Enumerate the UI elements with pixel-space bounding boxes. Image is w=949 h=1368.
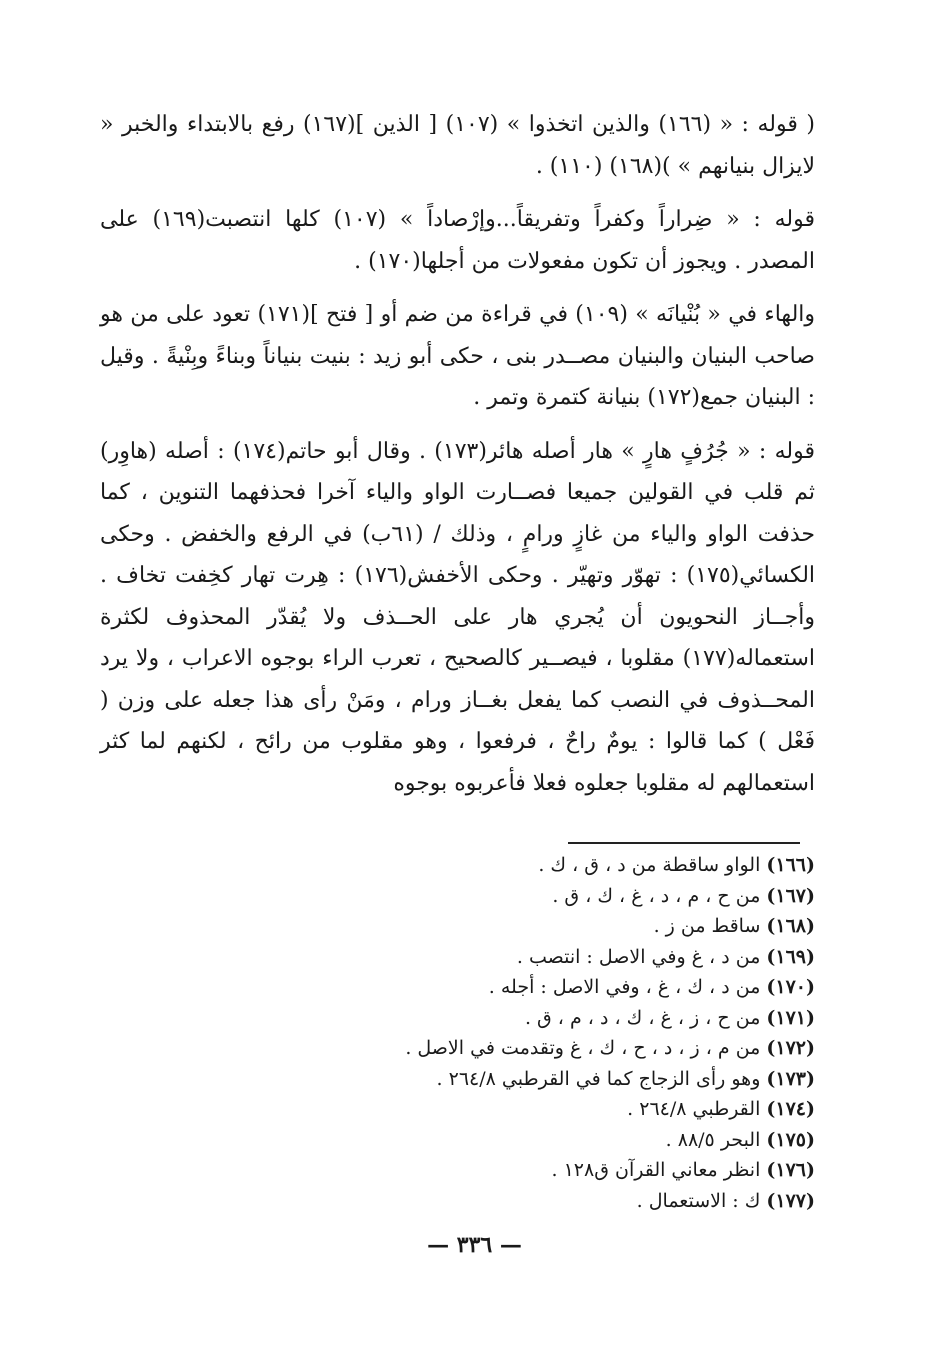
footnote-text: من م ، ز ، د ، ح ، ك ، غ وتقدمت في الاصل . bbox=[405, 1037, 761, 1059]
footnote-number: (١٧٠) bbox=[766, 976, 815, 998]
footnote-text: وهو رأى الزجاج كما في القرطبي ٢٦٤/٨ . bbox=[436, 1067, 761, 1090]
footnote-divider bbox=[568, 842, 800, 844]
footnote bbox=[150, 1003, 815, 1034]
footnote bbox=[150, 942, 815, 973]
footnote-text: البحر ٨٨/٥ . bbox=[665, 1128, 761, 1151]
footnote-number: (١٧٤) bbox=[766, 1098, 815, 1120]
paragraph-2: قوله : « ضِراراً وكفراً وتفريقاً...وإرْصاداً » (١٠٧) كلها انتصبت(١٦٩) على المصدر . ويجوز أن تكون مفعولات من أجلها(١٧٠) . bbox=[100, 207, 815, 274]
footnote-number: (١٧٣) bbox=[766, 1067, 815, 1090]
footnote-number: (١٧٥) bbox=[766, 1128, 815, 1151]
footnote bbox=[150, 881, 815, 912]
paragraph-3: والهاء في « بُنْيانَه » (١٠٩) في قراءة من ضم أو [ فتح ](١٧١) تعود على من هو صاحب البنيان والبنيان مصــدر بنى ، حكى أبو زيد : بنيت بنياناً وبناءً وبِنْيةً . وقيل : البنيان جمع(١٧٢) بنيانة كتمرة وتمر . bbox=[100, 302, 816, 410]
footnote-text: من د ، غ وفي الاصل : انتصب . bbox=[516, 945, 761, 968]
footnote-number: (١٧٦) bbox=[766, 1159, 815, 1181]
footnote-number: (١٧٧) bbox=[766, 1189, 815, 1212]
footnote-text: انظر معاني القرآن ق١٢٨ . bbox=[551, 1159, 761, 1181]
footnote bbox=[150, 1155, 815, 1186]
footnote-text: ك : الاستعمال . bbox=[636, 1189, 761, 1212]
footnote bbox=[150, 1125, 815, 1156]
main-text bbox=[100, 104, 815, 816]
footnote-text: القرطبي ٢٦٤/٨ . bbox=[627, 1098, 761, 1120]
footnote-number: (١٦٦) bbox=[766, 854, 815, 876]
footnote-number: (١٧٢) bbox=[766, 1037, 815, 1059]
footnote-number: (١٧١) bbox=[766, 1006, 815, 1029]
footnote bbox=[150, 911, 815, 942]
paragraph-1: ( قوله : « (١٦٦) والذين اتخذوا » (١٠٧) [ الذين ](١٦٧) رفع بالابتداء والخبر « لايزال بنيانهم » )(١٦٨) (١١٠) . bbox=[100, 112, 815, 179]
footnote-text: من ح ، ز ، غ ، ك ، د ، م ، ق . bbox=[524, 1006, 761, 1029]
footnote-text: ساقط من ز . bbox=[653, 915, 761, 937]
footnote-number: (١٦٩) bbox=[766, 945, 815, 968]
footnote bbox=[150, 1033, 815, 1064]
footnote bbox=[150, 1094, 815, 1125]
footnote-number: (١٦٨) bbox=[766, 915, 815, 937]
footnote bbox=[150, 850, 815, 881]
footnote-text: من ح ، م ، د ، غ ، ك ، ق . bbox=[552, 884, 761, 907]
footnote-text: الواو ساقطة من د ، ق ، ك . bbox=[538, 854, 761, 876]
footnote-number: (١٦٧) bbox=[766, 884, 815, 907]
footnote bbox=[150, 972, 815, 1003]
footnote bbox=[150, 1064, 815, 1095]
page-number: — ٣٣٦ — bbox=[427, 1232, 522, 1258]
footnote bbox=[150, 1186, 815, 1217]
paragraph-4: قوله : « جُرُفٍ هارٍ » هار أصله هائر(١٧٣) . وقال أبو حاتم(١٧٤) : أصله (هاوِر) ثم قلب في القولين جميعا فصــارت الواو والياء آخرا فحذفهما التنوين ، كما حذفت الواو والياء من غازٍ ورامٍ ، وذلك / (٦١ب) في الرفع والخفض . وحكى الكسائي(١٧٥) : تهوّر وتهيّر . وحكى الأخفش(١٧٦) : هِرت تهار كخِفت تخاف . وأجــاز النحويون أن يُجري هار على الحــذف ولا يُقدّر المحذوف لكثرة استعماله(١٧٧) مقلوبا ، فيصــير كالصحيح ، تعرب الراء بوجوه الاعراب ، ولا يرد المحــذوف في النصب كما يفعل بغــاز ورام ، ومَنْ رأى هذا جعله على وزن ( فَعْل ) كما قالوا : يومٌ راحٌ ، فرفعوا ، وهو مقلوب من رائح ، لكنهم لما كثر استعمالهم له مقلوبا جعلوه فعلا فأعربوه بوجوه bbox=[100, 438, 816, 796]
footnote-text: من د ، ك ، غ ، وفي الاصل : أجله . bbox=[488, 976, 761, 998]
footnotes-list bbox=[150, 850, 815, 1216]
